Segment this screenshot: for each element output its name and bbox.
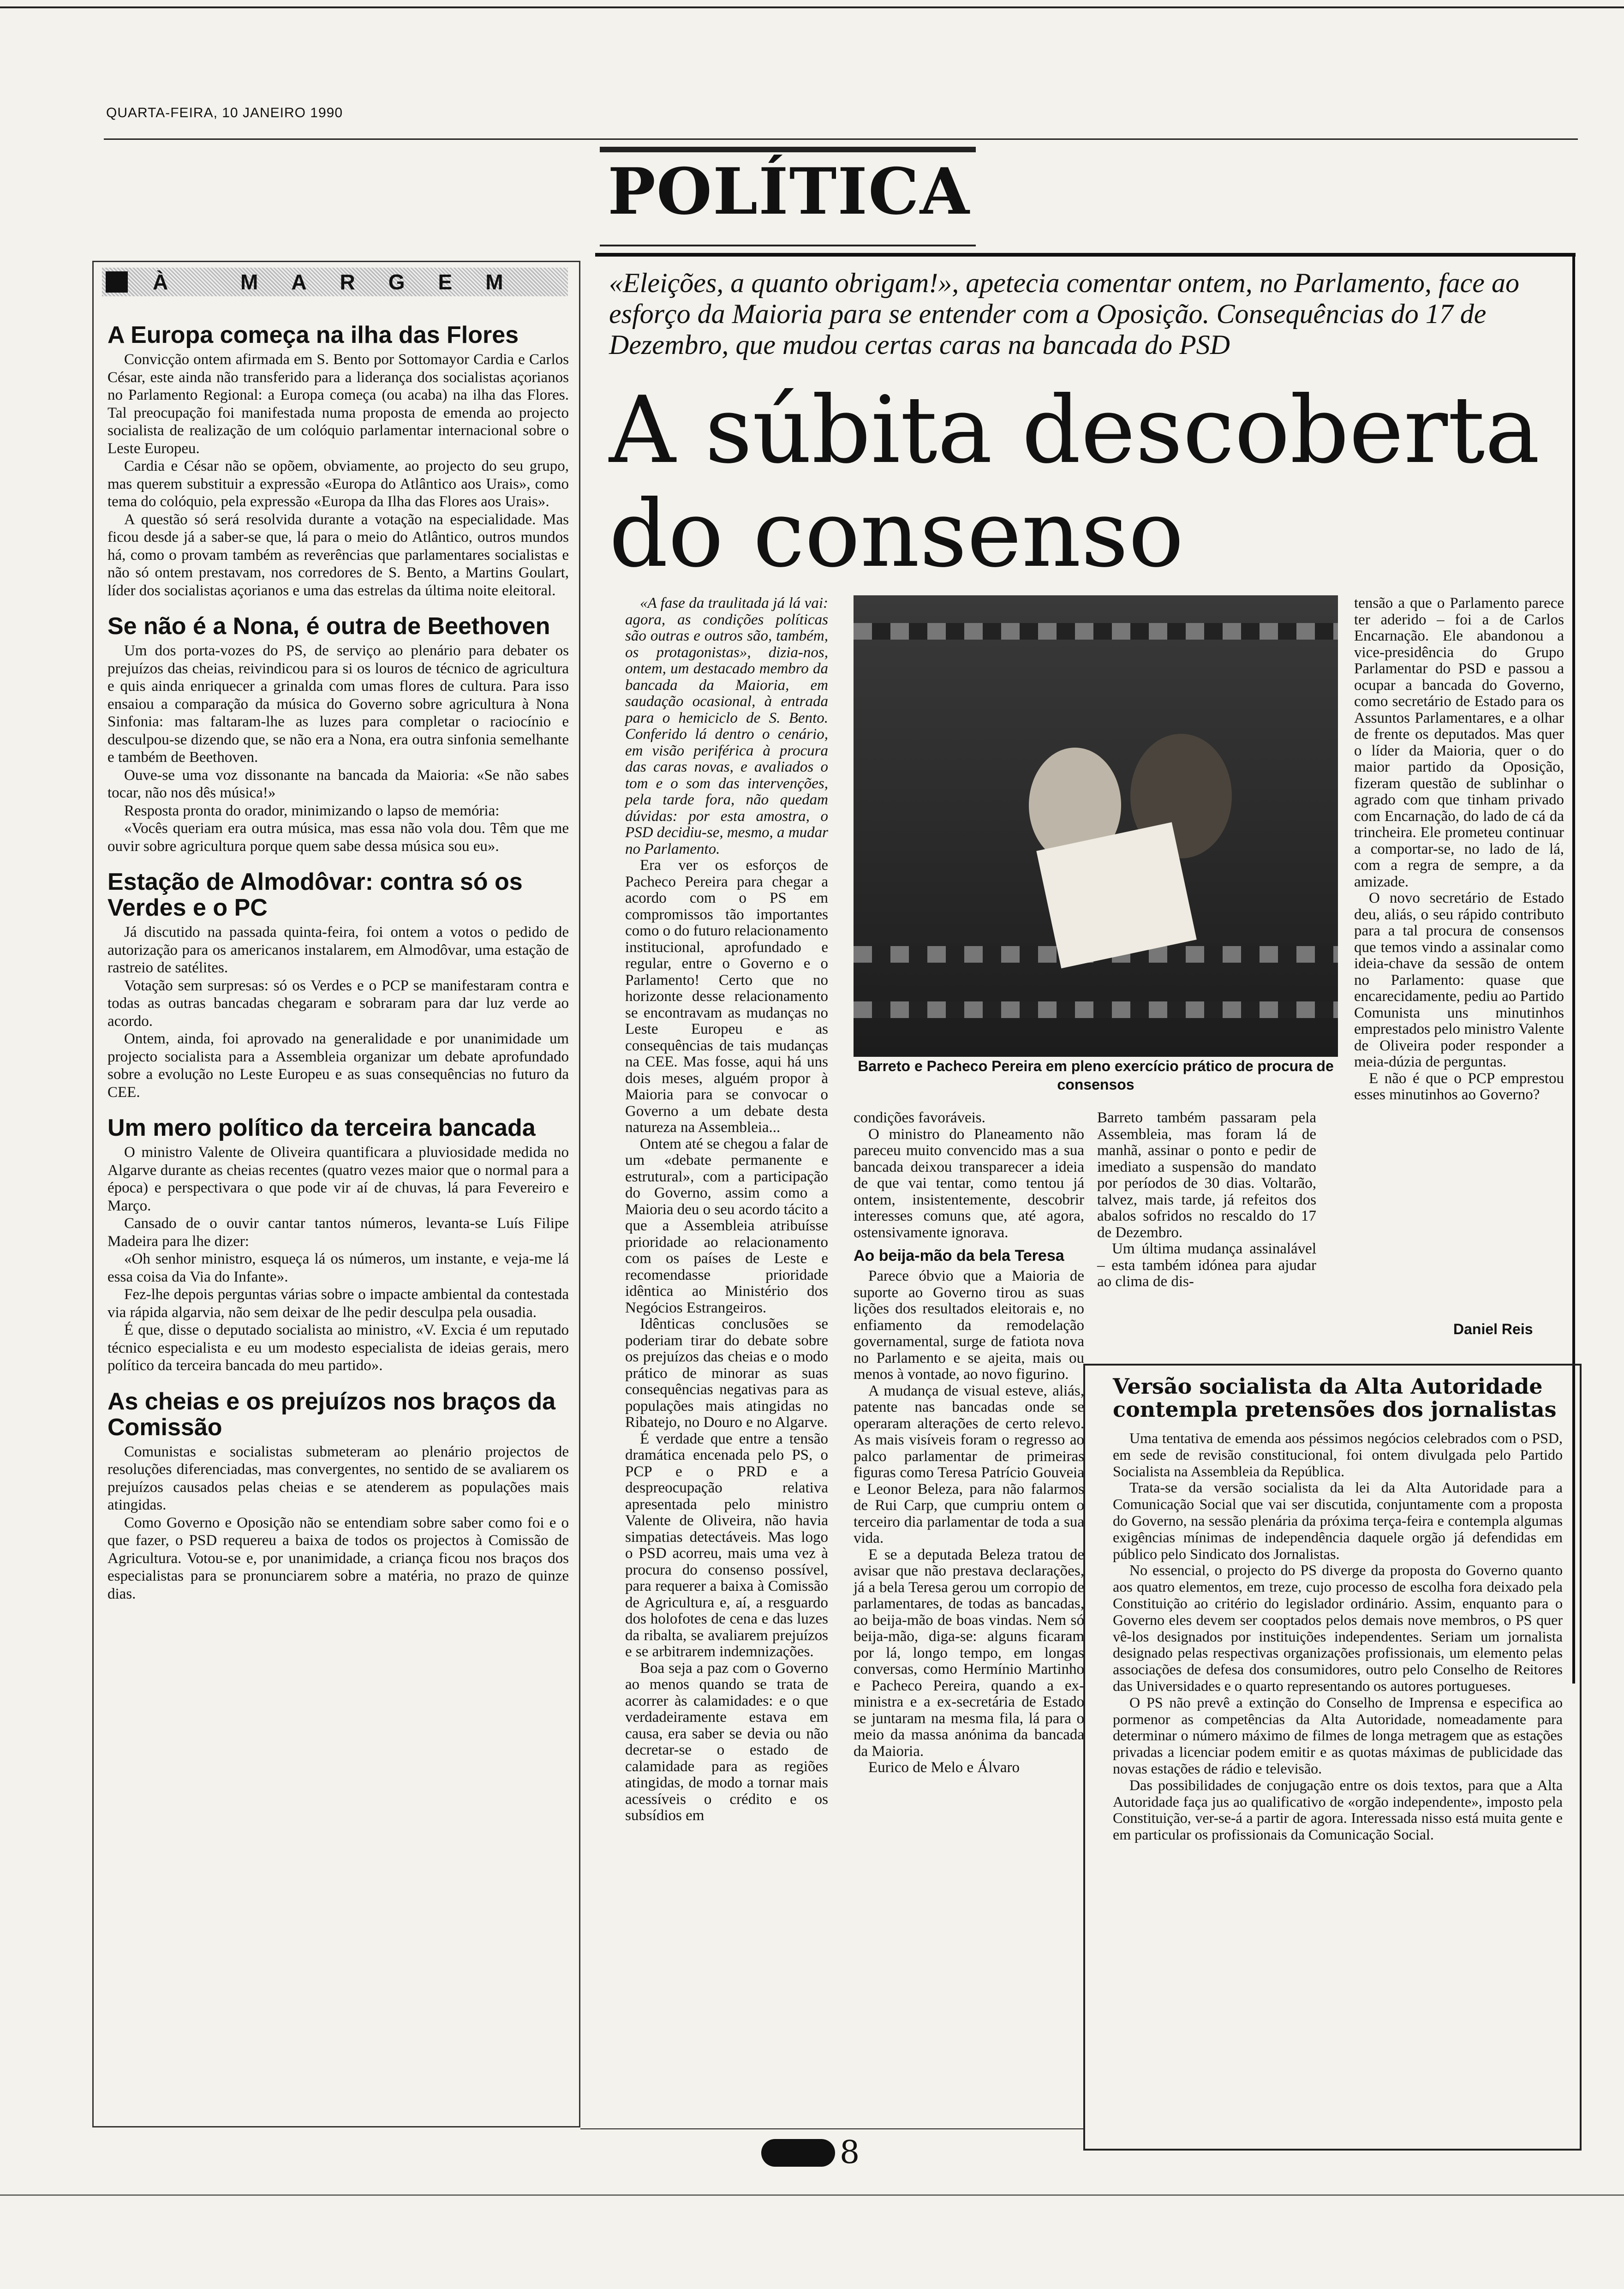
sidebar-paragraph: Ouve-se uma voz dissonante na bancada da Maioria: «Se não sabes tocar, não nos dês música!» <box>107 767 569 801</box>
sidebar-paragraph: Fez-lhe depois perguntas várias sobre o impacte ambiental da contestada via rápida algarvia, não sem deixar de lhe pedir desculpa pela ousadia. <box>107 1286 569 1321</box>
article-paragraph: O ministro do Planeamento não pareceu muito convencido mas a sua bancada deixou transparecer a ideia de que vai tentar, como tentou já ontem, insistentemente, descobrir interesses comuns que, até agora, ostensivamente ignorava. <box>854 1126 1084 1241</box>
sidebar-paragraph: «Oh senhor ministro, esqueça lá os números, um instante, e veja-me lá essa coisa da Via do Infante». <box>107 1251 569 1285</box>
sidebar-paragraph: Convicção ontem afirmada em S. Bento por Sottomayor Cardia e Carlos César, este ainda não transferido para a liderança dos socialistas açorianos no Parlamento Regional: a Europa começa (ou acaba) na ilha das Flores. Tal preocupação foi manifestada numa proposta de emenda ao projecto socialista de realização de um colóquio parlamentar internacional sobre o Leste Europeu. <box>107 351 569 457</box>
article-paragraph: Era ver os esforços de Pacheco Pereira para chegar a acordo com o PS em compromissos tão importantes como o do futuro relacionamento institucional, aprofundado e regular, entre o Governo e o Parlamento! Certo que no horizonte desse relacionamento se encontravam as mudanças no Leste Europeu e as consequências de tais mudanças na CEE. Mas fosse, aqui há uns dois meses, alguém propor à Maioria para se convocar o Governo a um debate desta natureza na Assembleia... <box>625 857 828 1136</box>
sidebar-paragraph: Já discutido na passada quinta-feira, foi ontem a votos o pedido de autorização para os americanos instalarem, em Almodôvar, uma estação de rastreio de satélites. <box>107 924 569 976</box>
author-signature: Daniel Reis <box>1453 1321 1533 1337</box>
article-paragraph: Boa seja a paz com o Governo ao menos quando se trata de acorrer às calamidades: e o que verdadeiramente estava em causa, era saber se devia ou não decretar-se o estado de calamidade para as regiões atingidas, de modo a tornar mais acessíveis o crédito e os subsídios em <box>625 1660 828 1824</box>
sidebar-paragraph: Como Governo e Oposição não se entendiam sobre saber como foi e o que fazer, o PSD requereu a baixa de todos os projectos à Comissão de Agricultura. Votou-se e, por unanimidade, a criança ficou nos braços dos especialistas para se pronunciarem sobre a matéria, no prazo de quinze dias. <box>107 1514 569 1602</box>
boxed-article <box>1083 1364 1582 2151</box>
article-paragraph: Parece óbvio que a Maioria de suporte ao Governo tirou as suas lições dos resultados eleitorais e, no enfiamento da remodelação governamental, surge de fatiota nova no Parlamento e se ajeita, mais ou menos à vontade, ao novo figurino. <box>854 1268 1084 1383</box>
article-column-2 <box>854 1110 1084 1776</box>
article-column-1 <box>625 595 828 1824</box>
margem-banner <box>102 268 568 296</box>
footer-rule <box>580 2128 1083 2129</box>
sidebar-paragraph: Votação sem surpresas: só os Verdes e o PCP se manifestaram contra e todas as outras bancadas chegaram e sobraram para dar luz verde ao acordo. <box>107 977 569 1030</box>
article-paragraph: Eurico de Melo e Álvaro <box>868 1759 1020 1776</box>
section-top-rule <box>600 147 976 152</box>
sidebar-paragraph: Comunistas e socialistas submeteram ao plenário projectos de resoluções diferenciadas, mas convergentes, no sentido de se avaliarem os prejuízos causados pelas cheias e se atenderem as populações mais atingidas. <box>107 1443 569 1513</box>
sidebar-item-title: A Europa começa na ilha das Flores <box>107 322 519 348</box>
banner-square-icon <box>106 271 128 293</box>
article-paragraph: E não é que o PCP emprestou esses minutinhos ao Governo? <box>1354 1070 1564 1103</box>
newspaper-logo-icon <box>761 2139 835 2167</box>
sidebar-paragraph: Ontem, ainda, foi aprovado na generalidade e por unanimidade um projecto socialista para a Assembleia organizar um debate aprofundado sobre a evolução no Leste Europeu e as suas consequências no futuro da CEE. <box>107 1031 569 1101</box>
margem-label: À MARGEM <box>153 270 537 294</box>
page-number: 8 <box>840 2134 860 2171</box>
section-title: POLÍTICA <box>608 154 970 229</box>
box-paragraph: O PS não prevê a extinção do Conselho de Imprensa e especifica ao pormenor as competências da Alta Autoridade, nomeadamente para determinar o número máximo de filmes de longa metragem que as estações privadas a licenciar podem emitir e as quotas máximas de publicidade das novas estações de rádio e televisão. <box>1113 1694 1563 1777</box>
article-kicker: «Eleições, a quanto obrigam!», apetecia comentar ontem, no Parlamento, face ao esforço da Maioria para se entender com a Oposição. Consequências do 17 de Dezembro, que mudou certas caras na bancada do PSD <box>609 268 1519 360</box>
sidebar-paragraph: Cardia e César não se opõem, obviamente, ao projecto do seu grupo, mas querem substituir a expressão «Europa do Atlântico aos Urais», como tema do colóquio, pela expressão «Europa da Ilha das Flores aos Urais». <box>107 458 569 510</box>
sidebar-item-title: As cheias e os prejuízos nos braços da Comissão <box>107 1388 556 1441</box>
sidebar-paragraph: É que, disse o deputado socialista ao ministro, «V. Excia é um reputado técnico especialista e eu um modesto especialista de ideias gerais, mero político da terceira bancada do meu partido». <box>107 1322 569 1374</box>
article-column-3 <box>1097 1110 1316 1290</box>
article-paragraph: tensão a que o Parlamento parece ter aderido – foi a de Carlos Encarnação. Ele abandonou a vice-presidência do Grupo Parlamentar do PSD e passou a ocupar a bancada do Governo, como secretário de Estado para os Assuntos Parlamentares, e a olhar de frente os deputados. Mas quer o líder da Maioria, quer o do maior partido da Oposição, fizeram questão de sublinhar o agrado com que tinham privado com Encarnação, do lado de cá da trincheira. Ele prometeu continuar a comportar-se, no lado de lá, com a regra de sempre, a da amizade. <box>1354 595 1564 890</box>
article-paragraph: É verdade que entre a tensão dramática encenada pelo PS, o PCP e o PRD e a despreocupação relativa apresentada pelo ministro Valente de Oliveira, não havia simpatias detectáveis. Mas logo o PSD acorreu, mais uma vez à procura do consenso possível, para requerer a baixa à Comissão de Agricultura e, aí, a resguardo dos holofotes de cena e das luzes da ribalta, se avaliarem prejuízos e se arbitrarem indemnizações. <box>625 1430 828 1660</box>
article-subhead: Ao beija-mão da bela Teresa <box>854 1247 1064 1264</box>
article-photo <box>854 595 1338 1057</box>
box-paragraph: Trata-se da versão socialista da lei da Alta Autoridade para a Comunicação Social que vai ser discutida, conjuntamente com a proposta do Governo, na sessão plenária da próxima terça-feira e contempla algumas exigências mínimas de independência daquele orgão já defendidas em público pelo Sindicato dos Jornalistas. <box>1113 1479 1563 1562</box>
article-paragraph: condições favoráveis. <box>854 1109 985 1126</box>
header-rule <box>104 138 1578 140</box>
box-paragraph: Uma tentativa de emenda aos péssimos negócios celebrados com o PSD, em sede de revisão constitucional, foi ontem divulgada pelo Partido Socialista na Assembleia da República. <box>1113 1430 1563 1480</box>
photo-caption: Barreto e Pacheco Pereira em pleno exercício prático de procura de consensos <box>858 1058 1334 1093</box>
box-body <box>1113 1430 1563 1843</box>
article-paragraph: E se a deputada Beleza tratou de avisar que não prestava declarações, já a bela Teresa gerou um corropio de parlamentares, de todas as bancadas, ao beija-mão de boas vindas. Nem só beija-mão, diga-se: alguns ficaram por lá, longo tempo, em longas conversas, como Hermínio Martinho e Pacheco Pereira, quando a ex-ministra e a ex-secretária de Estado se juntaram na mesma fila, lá para o meio da massa anónima da bancada da Maioria. <box>854 1546 1084 1760</box>
sidebar-margem <box>92 261 580 2127</box>
article-paragraph: O novo secretário de Estado deu, aliás, o seu rápido contributo para a tal procura de consensos que temos vindo a assinalar como ideia-chave da sessão de ontem no Parlamento: quase que encarecidamente, pediu ao Partido Comunista uns minutinhos emprestados pelo ministro Valente de Oliveira poder responder a meia-dúzia de perguntas. <box>1354 890 1564 1070</box>
sidebar-paragraph: «Vocês queriam era outra música, mas essa não vola dou. Têm que me ouvir sobre agricultura porque quem sabe dessa música sou eu». <box>107 820 569 855</box>
sidebar-paragraph: Um dos porta-vozes do PS, de serviço ao plenário para debater os prejuízos das cheias, reivindicou para si os louros de técnico de agricultura e quis ainda enriquecer a grinalda com umas flores de cultura. Para isso ensaiou a comparação da música do Governo sobre agricultura à Nona Sinfonia: mas faltaram-lhe as luzes para completar o raciocínio e desculpou-se dizendo que, se não era a Nona, era outra sinfonia semelhante e também de Beethoven. <box>107 642 569 766</box>
top-rule <box>0 6 1624 8</box>
sidebar-paragraph: Resposta pronta do orador, minimizando o lapso de memória: <box>124 802 500 819</box>
sidebar-item-title: Um mero político da terceira bancada <box>107 1115 536 1141</box>
article-column-4 <box>1354 595 1564 1103</box>
article-headline: A súbita descoberta do consenso <box>609 377 1540 588</box>
article-paragraph: Ontem até se chegou a falar de um «debate permanente e estrutural», com a participação do Governo, assim como a Maioria deu o seu acordo tácito a que a Assembleia atribuísse prioridade ao relacionamento com os países de Leste e recomendasse prioridade idêntica ao Ministério dos Negócios Estrangeiros. <box>625 1135 828 1316</box>
sidebar-paragraph: A questão só será resolvida durante a votação na especialidade. Mas ficou desde já a saber-se que, lá para o meio do Atlântico, outros mundos há, como o provam também as reverências que parlamentares socialistas e não só ontem prestavam, nos corredores de S. Bento, a Martins Goulart, líder dos socialistas açorianos e uma das estrelas da última noite eleitoral. <box>107 511 569 599</box>
article-paragraph: Um última mudança assinalável – esta também idónea para ajudar ao clima de dis- <box>1097 1240 1316 1290</box>
issue-date: QUARTA-FEIRA, 10 JANEIRO 1990 <box>106 105 343 120</box>
bottom-rule <box>0 2194 1624 2196</box>
box-title: Versão socialista da Alta Autoridade contempla pretensões dos jornalistas <box>1113 1374 1557 1422</box>
article-paragraph: Barreto também passaram pela Assembleia, mas foram lá de manhã, assinar o ponto e pedir de imediato a suspensão do mandato por períodos de 30 dias. Voltarão, talvez, mais tarde, já refeitos dos abalos sofridos no rescaldo do 17 de Dezembro. <box>1097 1109 1316 1241</box>
article-top-rule <box>595 253 1576 257</box>
sidebar-items <box>107 308 569 1603</box>
sidebar-paragraph: O ministro Valente de Oliveira quantificara a pluviosidade medida no Algarve durante as cheias recentes (quatro vezes maior que o normal para a época) e perspectivara o que pode vir aí de chuvas, lá para Fevereiro e Março. <box>107 1144 569 1214</box>
article-paragraph: «A fase da traulitada já lá vai: agora, as condições políticas são outras e outros são, também, os protagonistas», dizia-nos, ontem, um destacado membro da bancada da Maioria, em saudação ocasional, à entrada para o hemiciclo de S. Bento. Conferido lá dentro o cenário, em visão periférica à procura das caras novas, e avaliados o tom e o som das intervenções, pela tarde fora, não quedam dúvidas: por esta amostra, o PSD decidiu-se, mesmo, a mudar no Parlamento. <box>625 595 828 857</box>
article-paragraph: Idênticas conclusões se poderiam tirar do debate sobre os prejuízos das cheias e o modo prático de minorar as suas consequências negativas para as populações mais atingidas no Ribatejo, no Douro e no Algarve. <box>625 1316 828 1431</box>
box-paragraph: No essencial, o projecto do PS diverge da proposta do Governo quanto aos quatro elementos, em treze, cujo processo de escolha fora deixado pela Constituição ao critério do legislador ordinário. Assim, enquanto para o Governo eles devem ser cooptados pelos demais nove membros, o PS quer vê-los designados por instituições independentes. Seriam um jornalista designado pelas respectivas organizações profissionais, um elemento pelas associações de defesa dos consumidores, outro pelo Conselho de Reitores das Universidades e o quarto representando os autores portugueses. <box>1113 1562 1563 1694</box>
sidebar-item-title: Se não é a Nona, é outra de Beethoven <box>107 613 550 640</box>
box-paragraph: Das possibilidades de conjugação entre os dois textos, para que a Alta Autoridade faça jus ao qualificativo de «orgão independente», imposto pela Constituição, ver-se-á a partir de agora. Interessada nisso está muita gente e em particular os profissionais da Comunicação Social. <box>1113 1776 1563 1843</box>
sidebar-item-title: Estação de Almodôvar: contra só os Verdes e o PC <box>107 869 523 921</box>
section-bottom-rule <box>600 245 976 246</box>
sidebar-paragraph: Cansado de o ouvir cantar tantos números, levanta-se Luís Filipe Madeira para lhe dizer: <box>107 1215 569 1250</box>
article-paragraph: A mudança de visual esteve, aliás, patente nas bancadas onde se operaram alterações de certo relevo. As mais visíveis foram o regresso ao palco parlamentar de primeiras figuras como Teresa Patrício Gouveia e Leonor Beleza, para não falarmos de Rui Carp, que cumpriu ontem o terceiro dia parlamentar de toda a sua vida. <box>854 1382 1084 1546</box>
